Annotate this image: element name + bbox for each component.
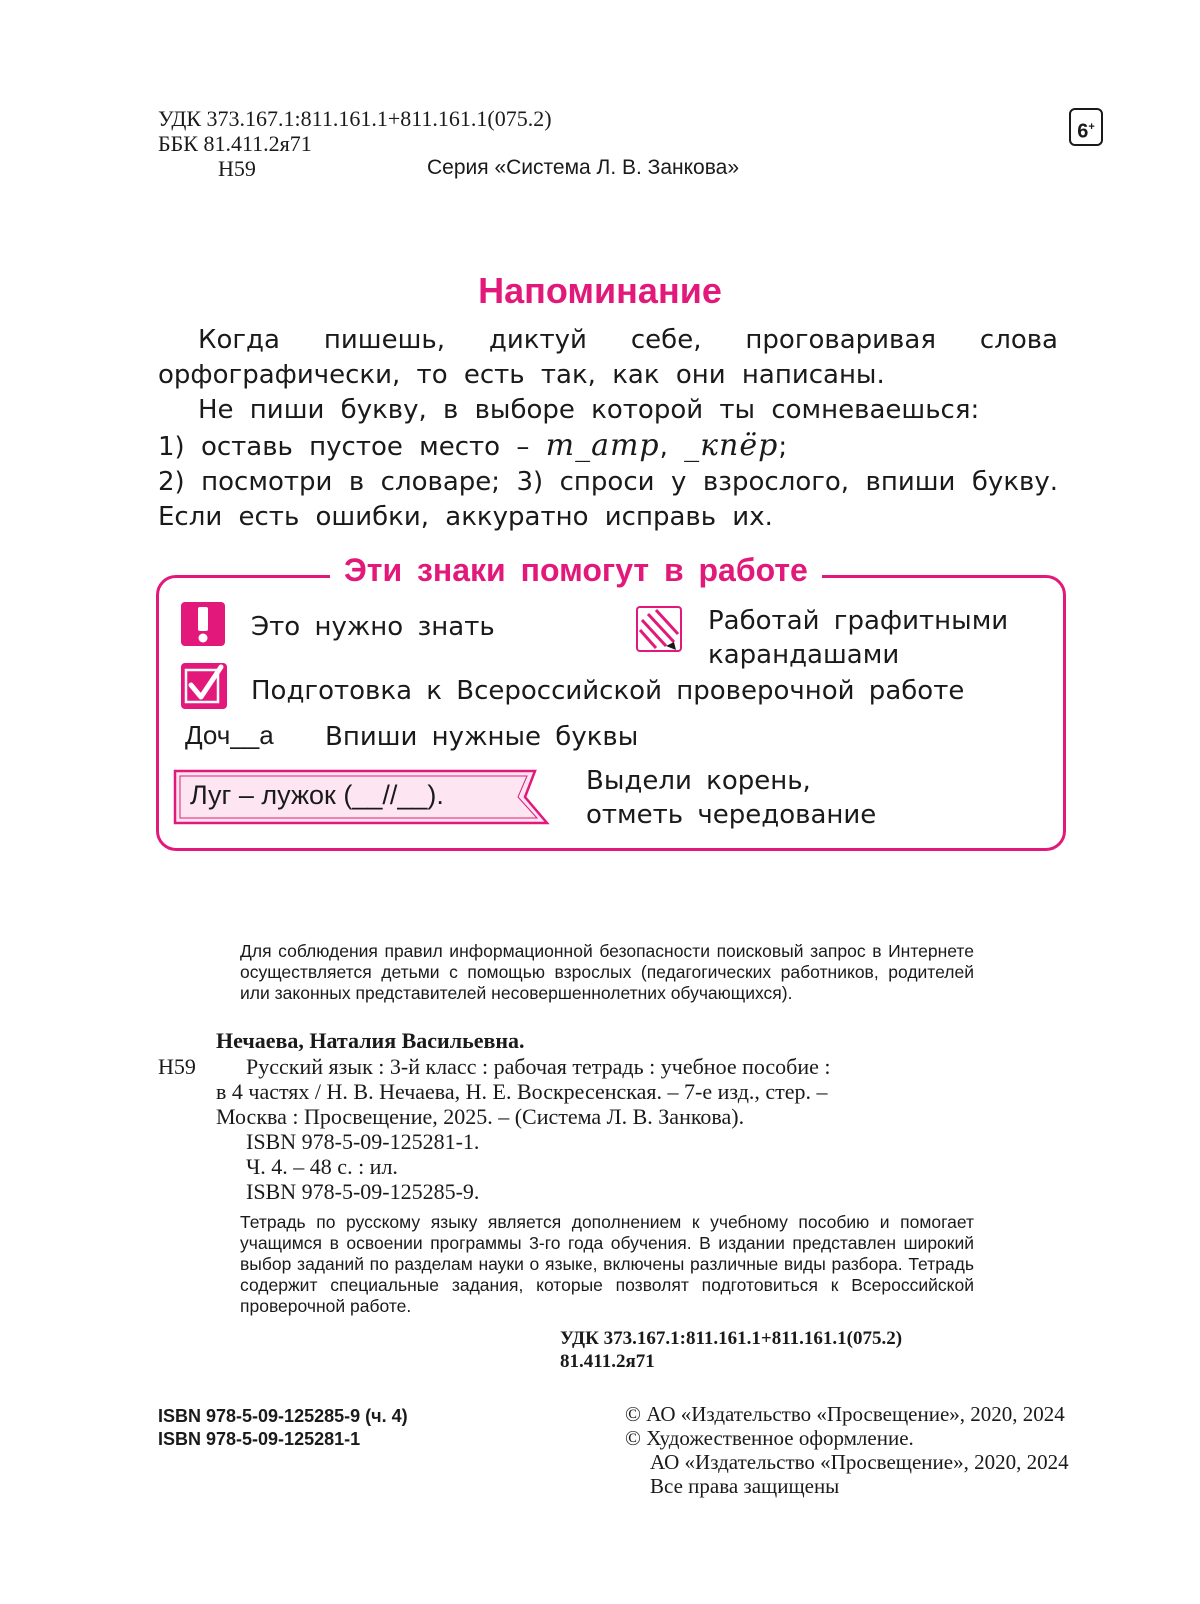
handwritten-example-2: _кпёр	[684, 428, 779, 463]
author-code: Н59	[218, 156, 256, 181]
series-label: Серия «Система Л. В. Занкова»	[427, 156, 740, 179]
udk-code: УДК 373.167.1:811.161.1+811.161.1(075.2)	[158, 106, 552, 131]
sign-vpr-label: Подготовка к Всероссийской проверочной работе	[251, 676, 965, 706]
sign-root-example: Луг – лужок (__//__).	[190, 780, 444, 810]
reminder-paragraph-3: 1) оставь пустое место – т_атр, _кпёр;	[158, 428, 788, 463]
sign-fill-letters-label: Впиши нужные буквы	[325, 722, 639, 752]
exclamation-icon	[181, 602, 225, 646]
sign-fill-letters-example: Доч__а	[185, 720, 274, 750]
biblio-record: Русский язык : 3-й класс : рабочая тетрадь : учебное пособие : в 4 частях / Н. В. Нечаева, Н. Е. Воскресенская. – 7-е изд., стер. – Москва : Просвещение, 2025. – (Система Л. В. Занкова). ISBN 978-5-09-125281-1. Ч. 4. – 48 с. : ил. ISBN 978-5-09-125285-9.	[216, 1054, 831, 1204]
age-rating-badge: 6+	[1069, 108, 1103, 146]
bottom-classification: УДК 373.167.1:811.161.1+811.161.1(075.2) 81.411.2я71	[560, 1328, 903, 1372]
reminder-title: Напоминание	[478, 270, 722, 311]
copyright-block: © АО «Издательство «Просвещение», 2020, 2024 © Художественное оформление. АО «Издательство «Просвещение», 2020, 2024 Все права защищены	[625, 1402, 1069, 1498]
sign-pencils-label: Работай графитными карандашами	[708, 606, 1009, 670]
reminder-paragraph-1: Когда пишешь, диктуй себе, проговаривая слова орфографически, то есть так, как они написаны.	[158, 325, 1058, 390]
isbn-block: ISBN 978-5-09-125285-9 (ч. 4) ISBN 978-5-09-125281-1	[158, 1406, 408, 1449]
bbk-code: ББК 81.411.2я71	[158, 131, 312, 156]
sign-root-label: Выдели корень, отметь чередование	[586, 766, 877, 830]
book-annotation: Тетрадь по русскому языку является дополнением к учебному пособию и помогает учащимся в освоении программы 3-го года обучения. В издании представлен широкий выбор заданий по разделам науки о языке, включены различные виды разбора. Тетрадь содержит специальные задания, которые позволят подготовиться к Всероссийской проверочной работе.	[240, 1212, 974, 1316]
pencils-icon	[636, 606, 682, 652]
reminder-text	[158, 323, 1058, 535]
checkmark-icon	[181, 663, 227, 709]
reminder-paragraph-2: Не пиши букву, в выборе которой ты сомневаешься:	[198, 395, 980, 425]
sign-know-label: Это нужно знать	[251, 612, 495, 642]
signs-box-title: Эти знаки помогут в работе	[330, 552, 822, 589]
biblio-code: Н59	[158, 1054, 196, 1079]
safety-notice: Для соблюдения правил информационной безопасности поисковый запрос в Интернете осуществляется детьми с помощью взрослых (педагогических работников, родителей или законных представителей несовершеннолетних обучающихся).	[240, 941, 974, 1003]
biblio-author: Нечаева, Наталия Васильевна.	[216, 1028, 525, 1053]
reminder-paragraph-4: 2) посмотри в словаре; 3) спроси у взрослого, впиши букву. Если есть ошибки, аккуратно исправь их.	[158, 467, 1058, 532]
handwritten-example-1: т_атр	[545, 428, 660, 463]
